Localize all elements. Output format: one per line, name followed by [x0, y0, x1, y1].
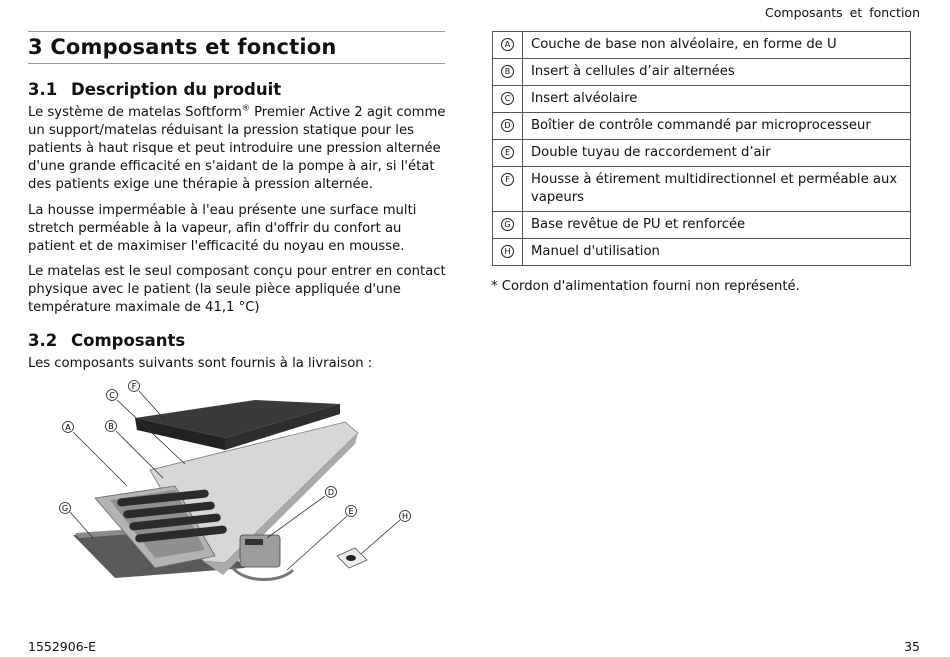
air-hose [233, 568, 293, 580]
paragraph-text: Premier Active 2 agit comme un support/matelas réduisant la pression statique pour les patients à haut risque et peut introduire une pression alternée d'une grande efficacité en s'aidant de la pompe à air, si l'état des patients exige une thérapie à pression alternée. [28, 105, 446, 192]
section-number: 3.2 [28, 331, 58, 350]
description-paragraph-2: La housse imperméable à l'eau présente une surface multi stretch perméable à la vapeur, afin d'offrir du confort au patient et de maximiser l'efficacité du noyau en mousse. [28, 203, 417, 254]
component-letter: C [501, 92, 514, 105]
component-description: Insert à cellules d’air alternées [523, 59, 911, 86]
component-description: Insert alvéolaire [523, 86, 911, 113]
component-description: Double tuyau de raccordement d’air [523, 140, 911, 167]
component-letter: D [501, 119, 514, 132]
registered-mark: ® [241, 103, 250, 113]
page-number: 35 [904, 639, 920, 654]
table-row [493, 32, 911, 59]
components-intro: Les composants suivants sont fournis à la livraison : [28, 356, 373, 371]
component-description: Housse à étirement multidirectionnel et perméable aux vapeurs [523, 167, 911, 212]
callout-c: C [109, 391, 115, 400]
callout-g: G [61, 504, 69, 513]
table-row [493, 59, 911, 86]
mattress-system-illustration [55, 378, 425, 588]
component-letter: G [501, 218, 514, 231]
table-row [493, 212, 911, 239]
section-title: Description du produit [71, 80, 282, 99]
callout-f: F [131, 382, 137, 391]
callout-a: A [65, 423, 71, 432]
description-paragraph-1 [28, 104, 448, 194]
component-letter: B [501, 65, 514, 78]
component-description: Base revêtue de PU et renforcée [523, 212, 911, 239]
callout-h: H [401, 512, 409, 521]
component-letter: F [501, 173, 514, 186]
component-description: Boîtier de contrôle commandé par microprocesseur [523, 113, 911, 140]
table-row [493, 140, 911, 167]
power-cord-note: * Cordon d'alimentation fourni non représenté. [491, 279, 800, 294]
component-letter: H [501, 245, 514, 258]
components-table [492, 31, 911, 266]
callout-e: E [348, 507, 354, 516]
component-letter: E [501, 146, 514, 159]
chapter-title: 3 Composants et fonction [28, 35, 337, 59]
table-row [493, 113, 911, 140]
table-row [493, 167, 911, 212]
component-letter: A [501, 38, 514, 51]
section-heading-3-2 [28, 331, 185, 350]
component-description: Manuel d'utilisation [523, 239, 911, 266]
document-number: 1552906-E [28, 639, 97, 654]
section-heading-3-1 [28, 80, 281, 99]
table-row [493, 86, 911, 113]
section-number: 3.1 [28, 80, 58, 99]
description-paragraph-3: Le matelas est le seul composant conçu pour entrer en contact physique avec le patient (la seule pièce appliquée d'une température maximale de 41,1 °C) [28, 264, 446, 315]
paragraph-text: Le système de matelas Softform [28, 105, 242, 120]
section-title: Composants [71, 331, 186, 350]
component-description: Couche de base non alvéolaire, en forme de U [523, 32, 911, 59]
callout-d: D [327, 488, 335, 497]
chapter-heading [28, 31, 445, 64]
callout-b: B [108, 422, 114, 431]
running-header: Composants et fonction [765, 5, 920, 20]
table-row [493, 239, 911, 266]
